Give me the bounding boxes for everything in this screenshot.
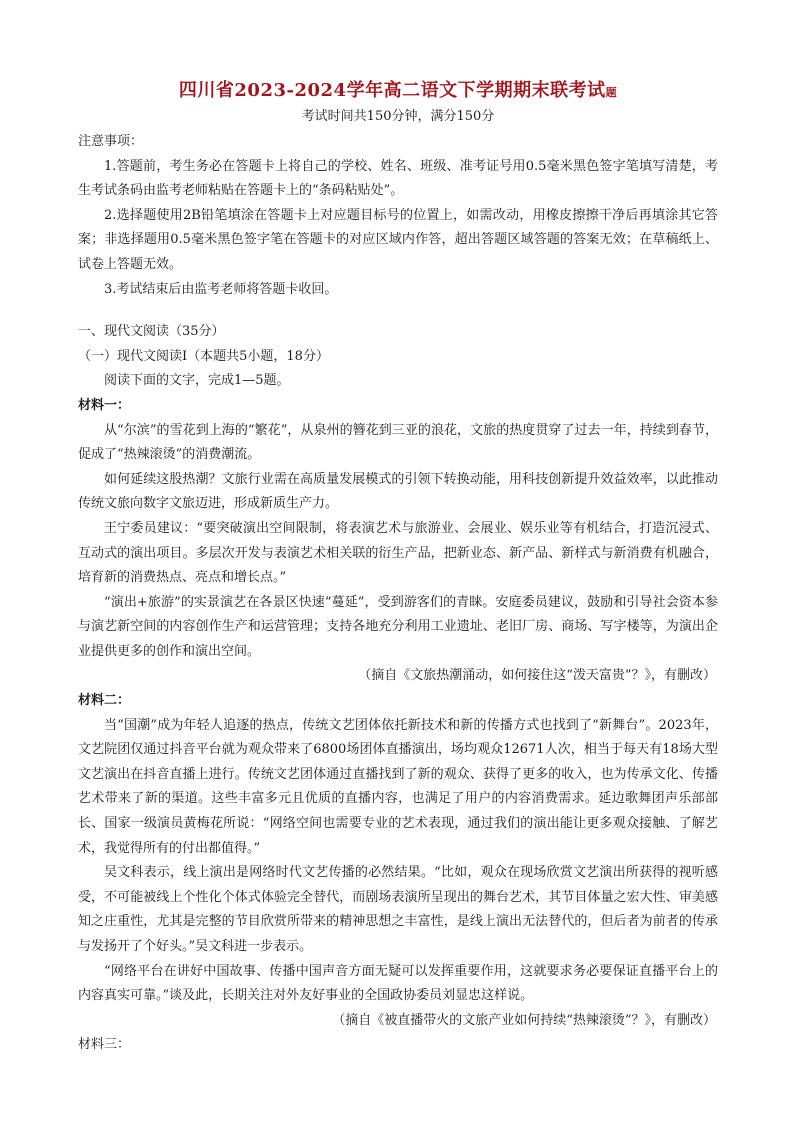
notice-item: 3.考试结束后由监考老师将答题卡收回。 <box>104 281 338 297</box>
material-1-paragraph: 王宁委员建议：“要突破演出空间限制，将表演艺术与旅游业、会展业、娱乐业等有机结合，打造沉浸式、互动式的演出项目。多层次开发与表演艺术相关联的衍生产品，把新业态、新产品、新样式与新消费有机融合，培育新的消费热点、亮点和增长点。” <box>78 520 718 586</box>
exam-title <box>78 78 718 106</box>
material-1-paragraph: 从“尔滨”的雪花到上海的“繁花”，从泉州的簪花到三亚的浪花，文旅的热度贯穿了过去一年，持续到春节，促成了“热辣滚烫”的消费潮流。 <box>78 422 718 463</box>
material-2-source: （摘自《被直播带火的文旅产业如何持续“热辣滚烫”？》，有删改） <box>332 1012 716 1028</box>
notice-heading: 注意事项： <box>78 134 144 149</box>
subsection-heading: （一）现代文阅读Ⅰ（本题共5小题，18分） <box>78 348 329 364</box>
spacer <box>78 302 718 320</box>
material-3-label: 材料三： <box>78 1037 131 1053</box>
reading-instruction: 阅读下面的文字，完成1—5题。 <box>104 373 290 389</box>
exam-title-suffix: 题 <box>605 86 618 99</box>
exam-subtitle: 考试时间共150分钟，满分150分 <box>301 109 495 124</box>
section-heading: 一、现代文阅读（35分） <box>78 324 225 340</box>
exam-title-text: 四川省2023-2024学年高二语文下学期期末联考试 <box>178 80 606 101</box>
material-2-paragraph: 吴文科表示，线上演出是网络时代文艺传播的必然结果。“比如，观众在现场欣赏文艺演出所获得的视听感受，不可能被线上个性化个体式体验完全替代，而剧场表演所呈现出的舞台艺术，其节目体量之宏大性、审美感知之庄重性，尤其是完整的节目欣赏所带来的精神思想之丰富性，是线上演出无法替代的，但后者为前者的传承与发扬开了个好头。”吴文科进一步表示。 <box>78 865 718 954</box>
material-2-label: 材料二： <box>78 693 131 709</box>
material-1-label: 材料一： <box>78 397 131 413</box>
material-1-source: （摘自《文旅热潮涌动，如何接住这“泼天富贵”？》，有删改） <box>358 668 716 684</box>
material-2-paragraph: “网络平台在讲好中国故事、传播中国声音方面无疑可以发挥重要作用，这就要求务必要保证直播平台上的内容真实可靠。”谈及此，长期关注对外友好事业的全国政协委员刘显忠这样说。 <box>78 963 718 1004</box>
material-1-paragraph: 如何延续这股热潮？文旅行业需在高质量发展模式的引领下转换动能，用科技创新提升效益效率，以此推动传统文旅向数字文旅迈进，形成新质生产力。 <box>78 471 718 512</box>
notice-item: 1.答题前，考生务必在答题卡上将自己的学校、姓名、班级、准考证号用0.5毫米黑色签字笔填写清楚，考生考试条码由监考老师粘贴在答题卡上的“条码粘贴处”。 <box>78 158 718 199</box>
notice-item: 2.选择题使用2B铅笔填涂在答题卡上对应题目标号的位置上，如需改动，用橡皮擦擦干净后再填涂其它答案；非选择题用0.5毫米黑色签字笔在答题卡的对应区域内作答，超出答题区域答题的答案无效；在草稿纸上、试卷上答题无效。 <box>78 207 718 272</box>
material-2-paragraph: 当“国潮”成为年轻人追逐的热点，传统文艺团体依托新技术和新的传播方式也找到了“新舞台”。2023年，文艺院团仅通过抖音平台就为观众带来了6800场团体直播演出，场均观众12671人次，相当于每天有18场大型文艺演出在抖音直播上进行。传统文艺团体通过直播找到了新的观众、获得了更多的收入，也为传承文化、传播艺术带来了新的渠道。这些丰富多元且优质的直播内容，也满足了用户的内容消费需求。延边歌舞团声乐部部长、国家一级演员黄梅花所说：“网络空间也需要专业的艺术表现，通过我们的演出能让更多观众接触、了解艺术，我觉得所有的付出都值得。” <box>78 717 718 856</box>
material-1-paragraph: “演出+旅游”的实景演艺在各景区快速“蔓延”，受到游客们的青睐。安庭委员建议，鼓励和引导社会资本参与演艺新空间的内容创作生产和运营管理；支持各地充分利用工业遗址、老旧厂房、商场、写字楼等，为演出企业提供更多的创作和演出空间。 <box>78 594 718 659</box>
